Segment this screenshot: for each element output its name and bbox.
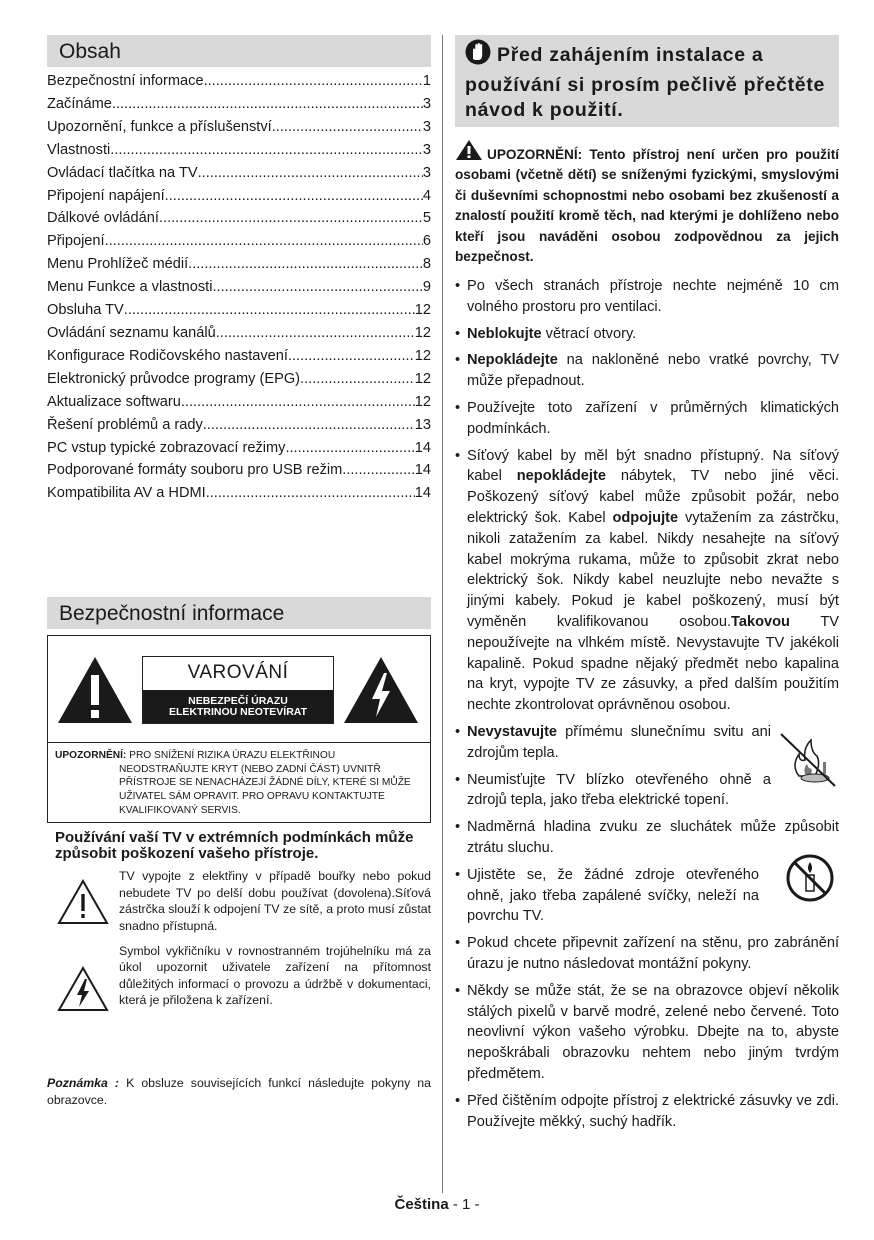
toc-entry[interactable]: [47, 391, 431, 414]
toc-entry-page: 1: [422, 73, 431, 89]
no-fire-icon: [777, 730, 839, 790]
bullet-rest: přímému slunečnímu svitu ani zdrojům tepla.: [467, 724, 771, 761]
toc-entry[interactable]: [47, 482, 431, 505]
toc-leader-dots: [216, 322, 415, 345]
caution-paragraph: [455, 139, 839, 269]
toc-entry-title: Začínáme: [47, 95, 112, 112]
toc-leader-dots: [342, 459, 415, 482]
toc-title: Obsah: [47, 35, 431, 67]
toc-entry[interactable]: [47, 414, 431, 437]
lightning-triangle-icon: [342, 655, 420, 725]
warning-subtitle-line: ELEKTRINOU NEOTEVÍRAT: [168, 706, 308, 719]
page-footer: [0, 1196, 874, 1213]
toc-entry-title: Řešení problémů a rady: [47, 416, 203, 433]
toc-entry-title: Bezpečnostní informace: [47, 73, 204, 89]
toc-leader-dots: [110, 139, 423, 162]
toc-entry-page: 13: [414, 416, 431, 433]
toc-leader-dots: [181, 391, 415, 414]
icon-cell: [47, 965, 119, 1013]
toc-entry-page: 14: [414, 485, 431, 502]
bullet-rest: na nakloněné nebo vratké povrchy, TV může přepadnout.: [467, 352, 839, 390]
toc-entry[interactable]: [47, 116, 431, 139]
symbol-text: Symbol vykřičníku v rovnostranném trojúhelníku má za úkol upozornit uživatele zařízení na přítomnost důležitých informací o provozu a údržbě v dokumentaci, která je přiložena k zařízení.: [119, 943, 431, 1008]
toc-entry-page: 12: [414, 370, 431, 387]
toc-entry[interactable]: [47, 437, 431, 460]
read-manual-heading: [455, 35, 839, 127]
sun-fire-group: [455, 722, 839, 817]
bullet-part: Síťový kabel by měl být snadno přístupný. Na síťový kabel: [467, 447, 839, 485]
toc-entry[interactable]: [47, 162, 431, 185]
toc-entry-title: PC vstup typické zobrazovací režimy: [47, 439, 286, 456]
toc-entry[interactable]: [47, 368, 431, 391]
note: [47, 1075, 431, 1109]
exclamation-outline-icon: [56, 878, 110, 926]
toc-entry-title: Ovládání seznamu kanálů: [47, 324, 216, 341]
candle-group: [455, 865, 839, 933]
toc-entry-title: Podporované formáty souboru pro USB režim: [47, 462, 343, 479]
toc-entry-title: Menu Prohlížeč médií: [47, 256, 189, 273]
warning-label: [142, 656, 334, 724]
caution-text: UPOZORNĚNÍ: Tento přístroj není určen pro použití osobami (včetně dětí) se sníženými fyzickými, smyslovými či duševními schopnostmi nebo osobami bez zkušeností a znalostí použití kromě těch, nad kterými je dohlíženo nebo kteří jsou naváděni osobou zodpovědnou za jejich bezpečnost.: [455, 146, 839, 265]
list-item: • Používejte toto zařízení v průměrných klimatických podmínkách.: [455, 398, 839, 440]
toc-leader-dots: [212, 276, 422, 299]
bullet-text: Neumisťujte TV blízko otevřeného ohně a zdrojů tepla, jako třeba elektrické topení.: [467, 771, 771, 809]
safety-bullets: [455, 276, 839, 1132]
toc-entry-page: 9: [422, 279, 431, 296]
bullet-bold: Neblokujte: [467, 325, 542, 342]
toc-entry-title: Upozornění, funkce a příslušenství: [47, 118, 272, 135]
toc-entry[interactable]: [47, 276, 431, 299]
bullet-text: [467, 324, 839, 345]
list-item: • Neumisťujte TV blízko otevřeného ohně a zdrojů tepla, jako třeba elektrické topení.: [455, 770, 771, 812]
toc-leader-dots: [112, 93, 423, 116]
toc-leader-dots: [206, 482, 415, 505]
footer-page-number: - 1 -: [448, 1196, 480, 1213]
footer-language: Čeština: [394, 1196, 449, 1213]
toc-entry[interactable]: [47, 93, 431, 116]
toc-leader-dots: [165, 185, 423, 208]
toc-entry[interactable]: [47, 459, 431, 482]
bullet-bold: Nevystavujte: [467, 724, 558, 740]
list-item: • Nevystavujte přímému slunečnímu svitu ani zdrojům tepla.: [455, 722, 771, 764]
toc-entry-page: 5: [422, 210, 431, 227]
bullet-bold: nepokládejte: [516, 468, 606, 485]
warning-box: [47, 635, 431, 823]
toc-entry-page: 8: [422, 256, 431, 273]
toc-leader-dots: [105, 230, 423, 253]
stop-hand-icon: [465, 39, 491, 73]
storm-text: TV vypojte z elektřiny v případě bouřky nebo pokud nebudete TV po delší dobu používat (dovolena).Síťová zástrčka slouží k odpojení TV ze sítě, a proto musí zůstat snadno přístupná.: [119, 869, 431, 933]
bullet-text: Ujistěte se, že žádné zdroje otevřeného ohně, jako třeba zapálené svíčky, neleží na povrchu TV.: [467, 866, 759, 925]
toc-entry-title: Kompatibilita AV a HDMI: [47, 485, 206, 502]
list-item: • Před čištěním odpojte přístroj z elektrické zásuvky ve zdi. Používejte měkký, suchý hadřík.: [455, 1091, 839, 1133]
toc-entry[interactable]: [47, 299, 431, 322]
notice-rest: NEODSTRAŇUJTE KRYT (NEBO ZADNÍ ČÁST) UVNITŘ PŘÍSTROJE SE NENACHÁZEJÍ ŽÁDNÉ DÍLY, KTERÉ SI MŮŽE UŽIVATEL SÁM OPRAVIT. PRO OPRAVU KONTAKTUJTE KVALIFIKOVANÝ SERVIS.: [119, 763, 411, 816]
toc-entry-title: Vlastnosti: [47, 141, 111, 158]
warning-notice: [48, 742, 430, 822]
warning-box-top: [48, 636, 430, 742]
toc-entry-page: 3: [422, 95, 431, 112]
exclamation-triangle-icon: [56, 655, 134, 725]
list-item: • Někdy se může stát, že se na obrazovce objeví několik stálých pixelů v barvě modré, zelené nebo červené. Toto neovlivní výkon vašeho výrobku. Dbejte na to, abyste nepoškrábali obrazovku nehtem nebo jiným tvrdým předmětem.: [455, 981, 839, 1085]
toc-entry-title: Připojení: [47, 233, 105, 250]
toc-entry-page: 12: [414, 347, 431, 364]
toc-leader-dots: [300, 368, 415, 391]
toc-entry-title: Konfigurace Rodičovského nastavení: [47, 347, 288, 364]
bullet-part: TV nepoužívejte na vlhkém místě. Nevystavujte TV jakékoli kapalině. Pokud spadne nějaký předmět nebo kapalina na kryt, vypojte TV ze zásuvky, a před dalším použitím nechte zkontrolovat oprávněnou osobou.: [467, 614, 839, 714]
toc-entry-page: 14: [414, 462, 431, 479]
toc-entry[interactable]: [47, 185, 431, 208]
toc-entry-title: Elektronický průvodce programy (EPG): [47, 370, 301, 387]
toc-leader-dots: [159, 207, 423, 230]
toc-entry-page: 4: [422, 187, 431, 204]
toc-entry-page: 3: [422, 141, 431, 158]
toc-entry-title: Dálkové ovládání: [47, 210, 159, 227]
toc-entry[interactable]: [47, 207, 431, 230]
read-manual-heading-text: Před zahájením instalace a používání si prosím pečlivě přečtěte návod k použití.: [465, 44, 826, 121]
toc-leader-dots: [124, 299, 415, 322]
toc-entry-page: 12: [414, 324, 431, 341]
notice-label: UPOZORNĚNÍ:: [55, 750, 127, 762]
sun-fire-bullets: [455, 722, 771, 817]
storm-text-block: [119, 868, 431, 1017]
safety-title: Bezpečnostní informace: [47, 597, 431, 629]
bullet-text: Nadměrná hladina zvuku ze sluchátek může způsobit ztrátu sluchu.: [467, 819, 839, 856]
toc-entry-title: Aktualizace softwaru: [47, 393, 181, 410]
list-item: • Neblokujte větrací otvory.: [455, 324, 839, 345]
toc-entry-title: Menu Funkce a vlastnosti: [47, 279, 213, 296]
toc-entry-title: Připojení napájení: [47, 187, 165, 204]
warning-title: VAROVÁNÍ: [187, 662, 289, 684]
toc-leader-dots: [288, 345, 415, 368]
warning-subtitle-line: NEBEZPEČÍ ÚRAZU: [188, 695, 288, 708]
bullet-rest: větrací otvory.: [541, 325, 637, 342]
list-item: • Pokud chcete připevnit zařízení na stěnu, pro zabránění úrazu je nutno následovat montážní pokyny.: [455, 933, 839, 975]
toc-entry-page: 12: [414, 393, 431, 410]
extreme-conditions-heading: Používání vaší TV v extrémních podmínkách může způsobit poškození vašeho přístroje.: [55, 829, 414, 863]
bullet-part: nábytek, TV nebo jiné věci. Poškozený síťový kabel může způsobit požár, nebo elektrický šok. Kabel: [467, 468, 839, 527]
toc-entry[interactable]: [47, 139, 431, 162]
bullet-text: [467, 722, 771, 764]
warning-triangle-icon: [455, 139, 483, 161]
bullet-bold: odpojujte: [612, 510, 679, 527]
bullet-bold: Nepokládejte: [467, 352, 558, 369]
list-item: • Ujistěte se, že žádné zdroje otevřeného ohně, jako třeba zapálené svíčky, neleží na povrchu TV.: [455, 865, 779, 927]
toc-entry-page: 3: [422, 164, 431, 181]
list-item: • Nadměrná hladina zvuku ze sluchátek může způsobit ztrátu sluchu.: [455, 817, 839, 859]
toc-entry-page: 3: [422, 118, 431, 135]
toc-entry[interactable]: [47, 322, 431, 345]
toc-entry[interactable]: [47, 253, 431, 276]
bullet-text: Před čištěním odpojte přístroj z elektrické zásuvky ve zdi. Používejte měkký, suchý hadřík.: [467, 1092, 839, 1130]
toc-entry[interactable]: [47, 70, 431, 93]
toc-entry-title: Obsluha TV: [47, 302, 124, 319]
lightning-outline-icon: [56, 965, 110, 1013]
toc-entry[interactable]: [47, 345, 431, 368]
list-item: • Po všech stranách přístroje nechte nejméně 10 cm volného prostoru pro ventilaci.: [455, 276, 839, 318]
toc-entry-title: Ovládací tlačítka na TV: [47, 164, 198, 181]
notice-line: PRO SNÍŽENÍ RIZIKA ÚRAZU ELEKTŘINOU: [126, 750, 336, 762]
note-label: Poznámka :: [47, 1075, 119, 1090]
bullet-text: Někdy se může stát, že se na obrazovce objeví několik stálých pixelů v barvě modré, zelené nebo červené. Toto neovlivní výkon vašeho výrobku. Dbejte na to, abyste nepoškrábali obrazovku nehtem nebo jiným tvrdým předmětem.: [467, 982, 839, 1082]
toc-entry-page: 14: [414, 439, 431, 456]
list-item: • Nepokládejte na nakloněné nebo vratké povrchy, TV může přepadnout.: [455, 350, 839, 392]
toc-leader-dots: [285, 437, 414, 460]
toc-entry-page: 6: [422, 233, 431, 250]
toc-entry[interactable]: [47, 230, 431, 253]
warning-subtitle: [143, 690, 333, 723]
list-item: • Síťový kabel by měl být snadno přístupný. Na síťový kabel nepokládejte nábytek, TV nebo jiné věci. Poškozený síťový kabel může způsobit požár, nebo elektrický šok. Kabel odpojujte vytažením za zástrčku, nikoli zatažením za kabel. Nikdy nesahejte na síťový kabel mokrýma rukama, může to způsobit zkrat nebo elektrický šok. Nikdy kabel neuzlujte nebo nevažte s jinými kabely. Pokud je kabel poškozený, musí být vyměněn kvalifikovanou osobou.Takovou TV nepoužívejte na vlhkém místě. Nevystavujte TV jakékoli kapalině. Pokud spadne nějaký předmět nebo kapalina na kryt, vypojte TV ze zásuvky, a před dalším použitím nechte zkontrolovat oprávněnou osobou.: [455, 446, 839, 716]
table-of-contents: [47, 70, 431, 505]
bullet-bold: Takovou: [731, 614, 790, 631]
bullet-text: Používejte toto zařízení v průměrných klimatických podmínkách.: [467, 400, 839, 437]
note-text: K obsluze souvisejících funkcí následujte pokyny na obrazovce.: [47, 1075, 431, 1107]
bullet-text: Pokud chcete připevnit zařízení na stěnu, pro zabránění úrazu je nutno následovat montážní pokyny.: [467, 935, 839, 972]
left-column: [47, 35, 431, 1109]
bullet-text: [467, 446, 839, 716]
no-candle-icon: [785, 853, 835, 903]
bullet-text: Po všech stranách přístroje nechte nejméně 10 cm volného prostoru pro ventilaci.: [467, 278, 839, 315]
toc-leader-dots: [204, 70, 423, 93]
bullet-part: vytažením za zástrčku, nikoli zatažením za kabel. Nikdy nesahejte na síťový kabel mokrýma rukama, může to způsobit zkrat nebo elektrický šok. Nikdy kabel neuzlujte nebo nevažte s jinými kabely. Pokud je kabel poškozený, musí být vyměněn kvalifikovanou osobou.: [467, 510, 839, 631]
right-column: [455, 35, 839, 1138]
toc-leader-dots: [272, 116, 423, 139]
column-divider: [442, 35, 443, 1193]
toc-leader-dots: [188, 253, 423, 276]
toc-entry-page: 12: [414, 302, 431, 319]
toc-leader-dots: [198, 162, 423, 185]
bullet-text: [467, 350, 839, 392]
toc-leader-dots: [203, 414, 415, 437]
